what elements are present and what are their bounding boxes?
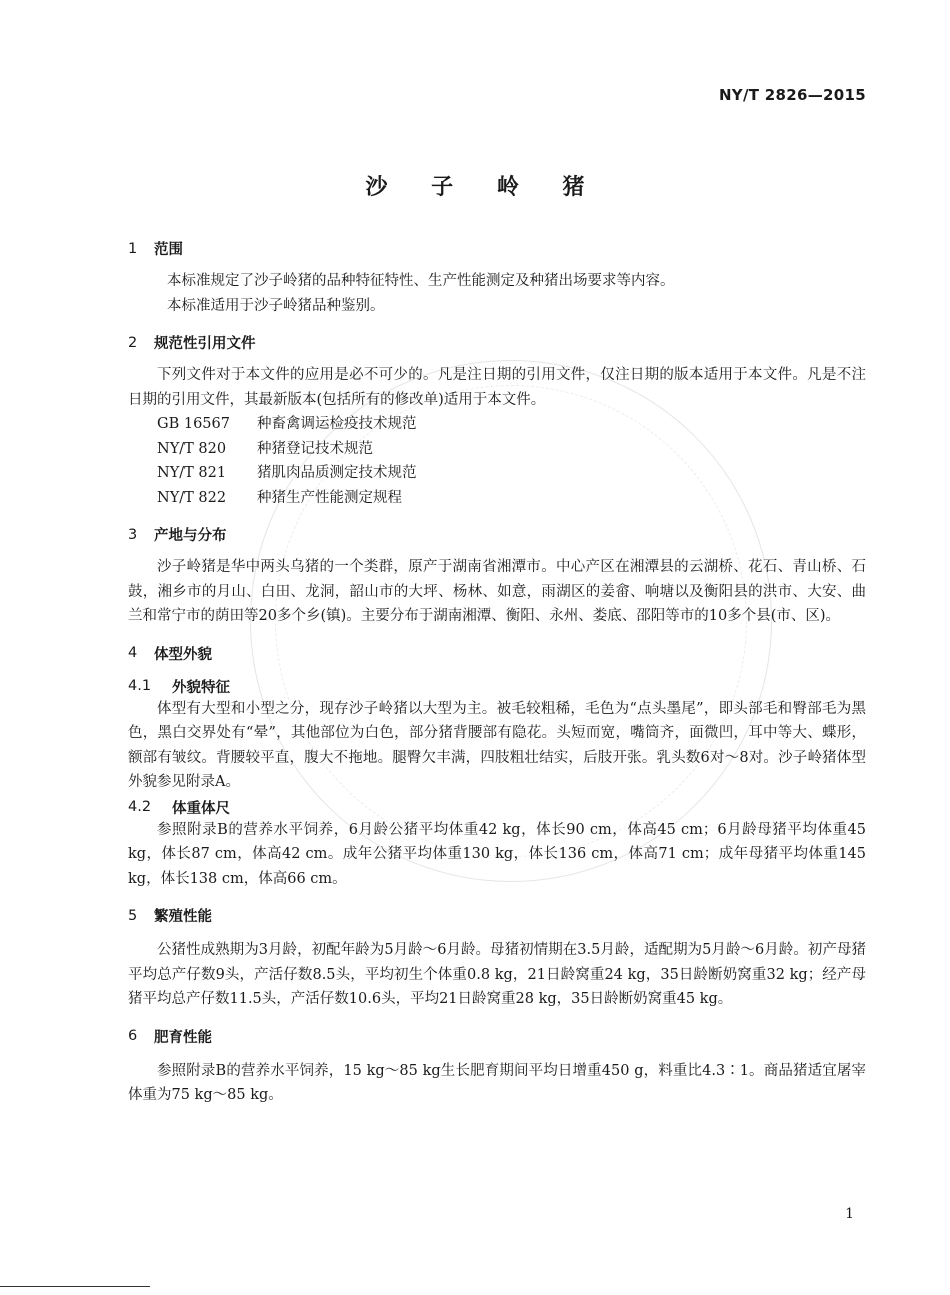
document-title: 沙 子 岭 猪 xyxy=(365,175,603,200)
reference-title: 种畜禽调运检疫技术规范 xyxy=(257,416,417,432)
section-heading xyxy=(128,238,866,259)
section-number: 4 xyxy=(128,645,138,661)
section-heading xyxy=(128,905,866,926)
reference-code: GB 16567 xyxy=(157,416,230,432)
reference-code: NY/T 821 xyxy=(157,465,227,481)
reference-item xyxy=(128,486,866,511)
subsection-heading xyxy=(128,797,866,818)
section-title: 产地与分布 xyxy=(154,528,227,544)
section-title: 繁殖性能 xyxy=(154,909,212,925)
section-heading xyxy=(128,332,866,353)
paragraph: 参照附录B的营养水平饲养，6月龄公猪平均体重42 kg，体长90 cm，体高45 cm；6月龄母猪平均体重45 kg，体长87 cm，体高42 cm。成年公猪平均体重130 kg，体长136 cm，体高71 cm；成年母猪平均体重145 kg，体长138 cm，体高66 cm。 xyxy=(128,821,866,887)
section-number: 5 xyxy=(128,907,138,924)
section-number: 1 xyxy=(128,240,138,257)
paragraph: 本标准规定了沙子岭猪的品种特征特性、生产性能测定及种猪出场要求等内容。 xyxy=(167,273,675,289)
section-title: 体型外貌 xyxy=(154,646,212,663)
section-number: 2 xyxy=(128,334,138,351)
reference-title: 种猪生产性能测定规程 xyxy=(257,489,402,506)
reference-title: 种猪登记技术规范 xyxy=(257,440,373,457)
paragraph: 参照附录B的营养水平饲养，15 kg～85 kg生长肥育期间平均日增重450 g，料重比4.3∶1。商品猪适宜屠宰体重为75 kg～85 kg。 xyxy=(128,1062,866,1103)
subsection-title: 体重体尺 xyxy=(172,800,230,817)
paragraph: 下列文件对于本文件的应用是必不可少的。凡是注日期的引用文件，仅注日期的版本适用于本文件。凡是不注日期的引用文件，其最新版本(包括所有的修改单)适用于本文件。 xyxy=(128,367,866,408)
section-reproduction xyxy=(128,905,866,1012)
section-title: 肥育性能 xyxy=(154,1029,212,1046)
section-origin-distribution xyxy=(128,524,866,629)
reference-title: 猪肌肉品质测定技术规范 xyxy=(257,465,417,481)
section-heading xyxy=(128,1026,866,1047)
subsection-number: 4.2 xyxy=(128,799,152,815)
paragraph: 本标准适用于沙子岭猪品种鉴别。 xyxy=(167,297,385,314)
document-body xyxy=(128,238,866,1108)
subsection-heading xyxy=(128,676,866,697)
paragraph: 公猪性成熟期为3月龄，初配年龄为5月龄～6月龄。母猪初情期在3.5月龄，适配期为5月龄～6月龄。初产母猪平均总产仔数9头，产活仔数8.5头，平均初生个体重0.8 kg，21日龄窝重24 kg，35日龄断奶窝重32 kg；经产母猪平均总产仔数11.5头，产活仔数10.6头，平均21日龄窝重28 kg，35日龄断奶窝重45 kg。 xyxy=(128,942,866,1007)
subsection-title: 外貌特征 xyxy=(172,679,230,696)
section-fattening xyxy=(128,1026,866,1108)
section-scope xyxy=(128,238,866,318)
page-number: 1 xyxy=(845,1206,854,1222)
section-heading xyxy=(128,643,866,664)
section-body-type xyxy=(128,643,866,892)
reference-item xyxy=(128,437,866,462)
section-title: 规范性引用文件 xyxy=(154,336,256,352)
reference-item xyxy=(128,412,866,437)
subsection-number: 4.1 xyxy=(128,678,152,694)
footer-rule xyxy=(0,1286,150,1287)
reference-code: NY/T 820 xyxy=(157,440,227,457)
section-normative-references xyxy=(128,332,866,510)
section-number: 3 xyxy=(128,526,138,543)
section-number: 6 xyxy=(128,1028,138,1044)
standard-code: NY/T 2826—2015 xyxy=(718,86,866,104)
reference-item xyxy=(128,461,866,486)
section-heading xyxy=(128,524,866,545)
reference-code: NY/T 822 xyxy=(157,489,227,506)
paragraph: 体型有大型和小型之分，现存沙子岭猪以大型为主。被毛较粗稀，毛色为“点头墨尾”，即头部毛和臀部毛为黑色，黑白交界处有“晕”，其他部位为白色，部分猪背腰部有隐花。头短而宽，嘴筒齐，面微凹，耳中等大、蝶形，额部有皱纹。背腰较平直，腹大不拖地。腿臀欠丰满，四肢粗壮结实，后肢开张。乳头数6对～8对。沙子岭猪体型外貌参见附录A。 xyxy=(128,700,866,790)
section-title: 范围 xyxy=(154,242,183,258)
paragraph: 沙子岭猪是华中两头乌猪的一个类群，原产于湖南省湘潭市。中心产区在湘潭县的云湖桥、花石、青山桥、石鼓，湘乡市的月山、白田、龙洞，韶山市的大坪、杨林、如意，雨湖区的姜畲、响塘以及衡阳县的洪市、大安、曲兰和常宁市的荫田等20多个乡(镇)。主要分布于湖南湘潭、衡阳、永州、娄底、邵阳等市的10多个县(市、区)。 xyxy=(128,559,866,624)
